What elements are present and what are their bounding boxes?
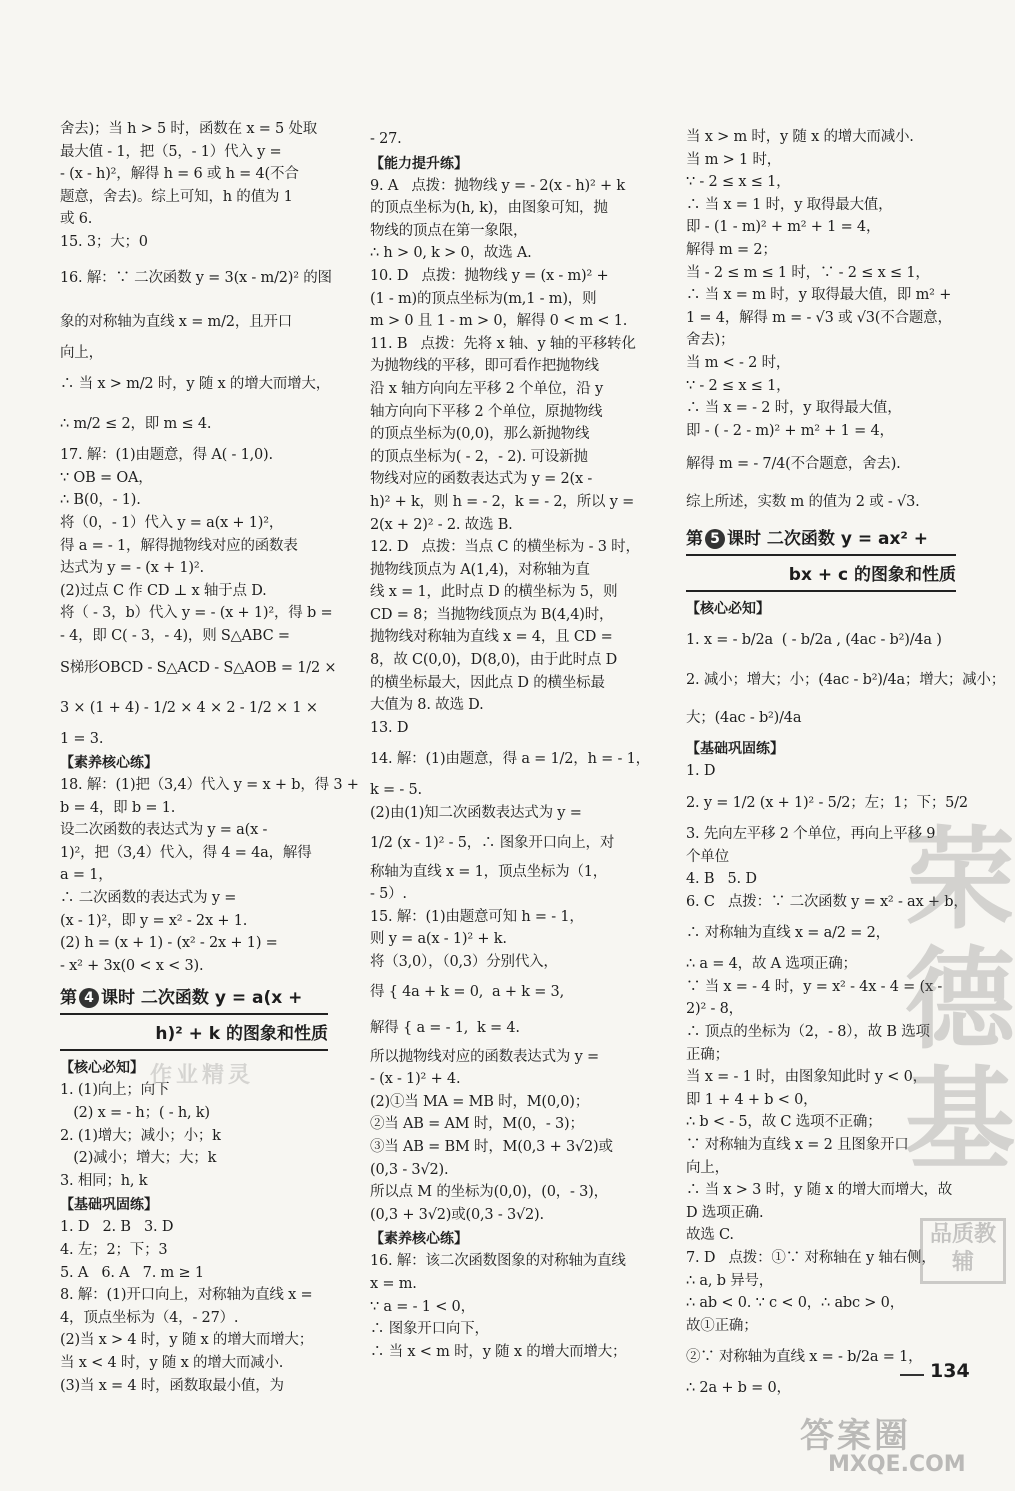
watermark-site-url: MXQE.COM	[828, 1452, 966, 1477]
col3-line: ∵ - 2 ≤ x ≤ 1，	[686, 174, 791, 191]
lesson-5-pre: 第	[686, 529, 703, 550]
col2-line: ③当 AB = BM 时，M(0,3 + 3√2)或	[370, 1138, 613, 1155]
col2-line: h)² + k，则 h = - 2，k = - 2，所以 y =	[370, 493, 635, 510]
col3-line: 当 m > 1 时，	[686, 151, 782, 168]
section-heading: 【能力提升练】	[370, 155, 468, 172]
col2-line: 称轴为直线 x = 1，顶点坐标为（1，	[370, 863, 608, 880]
column-1	[60, 118, 359, 1397]
lesson-5-heading-cont: bx + c 的图象和性质	[686, 560, 956, 592]
col3b-line: ∴ a = 4，故 A 选项正确；	[686, 956, 857, 973]
col3b-line: 1. x = - b/2a ( - b/2a , (4ac - b²)/4a )	[686, 632, 942, 649]
col1b-line: (3)当 x = 4 时，函数取最小值，为	[60, 1377, 284, 1394]
watermark-pinzhi-box: 品质教辅	[920, 1218, 1006, 1284]
col1b-line: (2) x = - h；( - h, k)	[60, 1105, 210, 1122]
col3b-line: 当 x = - 1 时，由图象知此时 y < 0，	[686, 1069, 927, 1086]
col3b-line: ∵ 对称轴为直线 x = 2 且图象开口	[686, 1137, 909, 1154]
col2-line: 9. A 点拨：抛物线 y = - 2(x - h)² + k	[370, 177, 625, 194]
col2-line: 12. D 点拨：当点 C 的横坐标为 - 3 时，	[370, 539, 640, 556]
col1b-line: 1. D 2. B 3. D	[60, 1219, 174, 1236]
col3-line: 即 - (1 - m)² + m² + 1 = 4，	[686, 219, 881, 236]
col1-line: 向上，	[60, 344, 103, 361]
col1-line: (2)过点 C 作 CD ⊥ x 轴于点 D.	[60, 582, 267, 599]
lesson-5-heading	[686, 524, 956, 556]
col2-line: (0,3 + 3√2)或(0,3 - 3√2).	[370, 1206, 544, 1223]
col2-line: 的顶点坐标为(0,0)，那么新抛物线	[370, 426, 590, 443]
col3-line: 当 m < - 2 时，	[686, 354, 791, 371]
col2-line: ②当 AB = AM 时，M(0，- 3)；	[370, 1116, 584, 1133]
col1-line: 象的对称轴为直线 x = m/2，且开口	[60, 313, 293, 330]
col2-line: 大值为 8. 故选 D.	[370, 697, 484, 714]
col3b-line: ∴ ab < 0. ∵ c < 0，∴ abc > 0，	[686, 1295, 904, 1312]
col3b-line: 正确；	[686, 1046, 729, 1063]
col1-line: S梯形OBCD - S△ACD - S△AOB = 1/2 ×	[60, 659, 337, 676]
col2-line: 所以抛物线对应的函数表达式为 y =	[370, 1048, 599, 1065]
col2-line: 得 { 4a + k = 0, a + k = 3,	[370, 983, 564, 1000]
col2-line: (0,3 - 3√2).	[370, 1161, 449, 1178]
col3b-line: 2. y = 1/2 (x + 1)² - 5/2；左；1；下；5/2	[686, 794, 968, 811]
col3b-line: ∴ 顶点的坐标为（2，- 8），故 B 选项	[686, 1024, 930, 1041]
col1-line: - 4，即 C( - 3，- 4)，则 S△ABC =	[60, 627, 290, 644]
col2-line: 为抛物线的平移，即可看作把抛物线	[370, 358, 599, 375]
col3-line: 当 x > m 时，y 随 x 的增大而减小.	[686, 129, 914, 145]
lesson-4-pre: 第	[60, 988, 77, 1009]
col2-line: 的横坐标最大，因此点 D 的横坐标最	[370, 674, 605, 691]
col1b-line: 2. (1)增大；减小；小；k	[60, 1127, 221, 1144]
col3-line: 当 - 2 ≤ m ≤ 1 时，∵ - 2 ≤ x ≤ 1，	[686, 264, 930, 281]
col2-line: (2)由(1)知二次函数表达式为 y =	[370, 805, 582, 822]
col2-line: 1/2 (x - 1)² - 5，∴ 图象开口向上，对	[370, 834, 615, 851]
watermark-rongdeji: 荣德基	[905, 815, 1015, 1184]
lesson-5-title: 课时 二次函数 y = ax² +	[727, 529, 929, 550]
page-number-rule	[900, 1374, 924, 1376]
col3b-line: 3. 先向左平移 2 个单位，再向上平移 9	[686, 825, 936, 842]
col2-line: 线 x = 1，此时点 D 的横坐标为 5，则	[370, 584, 618, 601]
col3b-line: 故①正确；	[686, 1317, 758, 1334]
lesson-4-number-badge: 4	[79, 988, 99, 1008]
section-heading: 【基础巩固练】	[686, 741, 784, 758]
col2-line: (2)①当 MA = MB 时，M(0,0)；	[370, 1093, 590, 1110]
col2-line: k = - 5.	[370, 782, 422, 799]
col2-line: 8，故 C(0,0)，D(8,0)，由于此时点 D	[370, 652, 618, 669]
lesson-4-heading-cont: h)² + k 的图象和性质	[60, 1019, 328, 1051]
col1b-line: 4，顶点坐标为（4，- 27）.	[60, 1309, 239, 1326]
col3b-line: 4. B 5. D	[686, 871, 757, 888]
col2-line: 解得 { a = - 1, k = 4.	[370, 1019, 520, 1036]
col2-line: 沿 x 轴方向向左平移 2 个单位，沿 y	[370, 380, 603, 397]
column-2	[370, 128, 650, 1363]
section-heading: 【核心必知】	[60, 1060, 144, 1077]
col2-line: ∴ 当 x < m 时，y 随 x 的增大而增大；	[370, 1343, 627, 1360]
col1-line: a = 1，	[60, 867, 113, 884]
col3b-line: 6. C 点拨：∵ 二次函数 y = x² - ax + b，	[686, 893, 968, 910]
col1-line: ∴ m/2 ≤ 2，即 m ≤ 4.	[60, 416, 212, 433]
col3b-line: 即 1 + 4 + b < 0，	[686, 1091, 818, 1108]
col1-line: ∴ 当 x > m/2 时，y 随 x 的增大而增大，	[60, 376, 331, 393]
col2-line: 14. 解：(1)由题意，得 a = 1/2，h = - 1，	[370, 751, 650, 768]
section-heading: 【核心必知】	[686, 601, 770, 618]
col3b-line: 大；(4ac - b²)/4a	[686, 710, 802, 727]
col3b-line: ∴ 当 x > 3 时，y 随 x 的增大而增大，故	[686, 1182, 953, 1199]
col2-line: ∴ h > 0, k > 0，故选 A.	[370, 245, 532, 262]
col3-line: ∴ 当 x = - 2 时，y 取得最大值，	[686, 400, 902, 417]
col1-line: 最大值 - 1，把（5，- 1）代入 y =	[60, 143, 282, 160]
col1-line: 或 6.	[60, 211, 93, 228]
col2-line: 物线的顶点在第一象限，	[370, 222, 528, 239]
col2-line: 15. 解：(1)由题意可知 h = - 1，	[370, 908, 584, 925]
col1-line: b = 4，即 b = 1.	[60, 799, 176, 816]
col1-line: 题意，舍去)。综上可知，h 的值为 1	[60, 188, 293, 205]
col1-line: 3 × (1 + 4) - 1/2 × 4 × 2 - 1/2 × 1 ×	[60, 699, 318, 716]
col1-line: - x² + 3x(0 < x < 3).	[60, 957, 204, 974]
col1-line: 17. 解：(1)由题意，得 A( - 1,0).	[60, 447, 273, 464]
col1-line: 16. 解：∵ 二次函数 y = 3(x - m/2)² 的图	[60, 269, 332, 286]
page-number: 134	[930, 1360, 970, 1382]
col3b-line: 向上，	[686, 1159, 729, 1176]
col2-line: 的顶点坐标为( - 2，- 2). 可设新抛	[370, 448, 588, 465]
col1b-line: 8. 解：(1)开口向上，对称轴为直线 x =	[60, 1287, 313, 1304]
col3-line: 舍去)；	[686, 332, 735, 349]
col1-line: - (x - h)²，解得 h = 6 或 h = 4(不合	[60, 166, 299, 183]
col2-line: 13. D	[370, 719, 409, 736]
col3b-line: ∴ a, b 异号，	[686, 1272, 774, 1289]
col2-line: x = m.	[370, 1275, 417, 1292]
col1-line: 设二次函数的表达式为 y = a(x -	[60, 822, 268, 839]
col1-line: ∴ 二次函数的表达式为 y =	[60, 890, 237, 907]
col2-line: 的顶点坐标为(h, k)，由图象可知，抛	[370, 200, 608, 217]
col3b-line: ∴ 2a + b = 0，	[686, 1380, 791, 1397]
lesson-4-heading	[60, 983, 328, 1015]
col1-line: ∵ OB = OA，	[60, 469, 153, 486]
section-heading: 【基础巩固练】	[60, 1197, 158, 1214]
col2-line: 物线对应的函数表达式为 y = 2(x -	[370, 471, 593, 488]
col3b-line: 个单位	[686, 848, 729, 865]
col1-line: ∴ B(0，- 1).	[60, 492, 141, 509]
col2-line: 11. B 点拨：先将 x 轴、y 轴的平移转化	[370, 335, 636, 352]
col3b-line: 2)² - 8，	[686, 1001, 743, 1018]
col3b-line: 故选 C.	[686, 1227, 734, 1244]
col2-line: 2(x + 2)² - 2. 故选 B.	[370, 516, 513, 533]
watermark-jingling: 作业精灵	[150, 1062, 255, 1088]
col1b-line: 当 x < 4 时，y 随 x 的增大而减小.	[60, 1354, 284, 1371]
col3b-line: D 选项正确.	[686, 1204, 764, 1221]
col2-line: - (x - 1)² + 4.	[370, 1071, 461, 1088]
col2-line: - 27.	[370, 131, 402, 147]
col2-line: 所以点 M 的坐标为(0,0)，(0，- 3)，	[370, 1184, 608, 1201]
col3b-line: ∴ 对称轴为直线 x = a/2 = 2，	[686, 925, 890, 942]
col3-line: 1 = 4，解得 m = - √3 或 √3(不合题意，	[686, 309, 952, 326]
col1b-line: 1. (1)向上；向下	[60, 1082, 170, 1099]
col1b-line: 4. 左；2；下；3	[60, 1242, 168, 1258]
col1-line: 将（0，- 1）代入 y = a(x + 1)²，	[60, 514, 284, 531]
col1-line: 将（ - 3，b）代入 y = - (x + 1)²，得 b =	[60, 605, 333, 622]
section-heading: 【素养核心练】	[60, 755, 158, 772]
col2-line: ∵ a = - 1 < 0，	[370, 1298, 475, 1315]
col2-line: (1 - m)的顶点坐标为(m,1 - m)，则	[370, 290, 597, 307]
col3b-line: ∴ b < - 5，故 C 选项不正确；	[686, 1114, 882, 1131]
col2-line: ∴ 图象开口向下，	[370, 1321, 489, 1338]
col1-line: 18. 解：(1)把（3,4）代入 y = x + b，得 3 +	[60, 777, 359, 794]
col1-line: (2) h = (x + 1) - (x² - 2x + 1) =	[60, 935, 278, 952]
col2-line: 轴方向向下平移 2 个单位，原抛物线	[370, 403, 603, 420]
col1-line: 得 a = - 1，解得抛物线对应的函数表	[60, 537, 298, 554]
col2-line: 16. 解：该二次函数图象的对称轴为直线	[370, 1253, 626, 1270]
col1-line: 1 = 3.	[60, 730, 104, 747]
col2-line: m > 0 且 1 - m > 0，解得 0 < m < 1.	[370, 313, 628, 330]
lesson-5-number-badge: 5	[705, 529, 725, 549]
col3-line: ∴ 当 x = 1 时，y 取得最大值，	[686, 196, 893, 213]
col1-line: 舍去)；当 h > 5 时，函数在 x = 5 处取	[60, 121, 318, 137]
col1-line: 1)²，把（3,4）代入，得 4 = 4a，解得	[60, 844, 312, 861]
col3-line: ∵ - 2 ≤ x ≤ 1，	[686, 377, 791, 394]
col3-line: ∴ 当 x = m 时，y 取得最大值，即 m² +	[686, 287, 952, 304]
col3-line: 即 - ( - 2 - m)² + m² + 1 = 4，	[686, 422, 894, 439]
col2-line: 抛物线顶点为 A(1,4)，对称轴为直	[370, 561, 590, 578]
section-heading: 【素养核心练】	[370, 1231, 468, 1248]
col3-line: 解得 m = - 7/4(不合题意，舍去).	[686, 456, 901, 473]
col2-line: CD = 8；当抛物线顶点为 B(4,4)时，	[370, 606, 614, 623]
col3b-line: ∵ 当 x = - 4 时，y = x² - 4x - 4 = (x -	[686, 978, 943, 995]
col3-line: 综上所述，实数 m 的值为 2 或 - √3.	[686, 494, 920, 511]
lesson-4-title: 课时 二次函数 y = a(x +	[101, 988, 303, 1009]
col2-line: 将（3,0），（0,3）分别代入，	[370, 954, 558, 970]
col2-line: - 5）.	[370, 886, 407, 903]
col3-line: 解得 m = 2；	[686, 241, 777, 258]
col1-line: (x - 1)²，即 y = x² - 2x + 1.	[60, 912, 248, 929]
col3b-line: 2. 减小；增大；小；(4ac - b²)/4a；增大；减小；	[686, 672, 1006, 689]
col1b-line: 5. A 6. A 7. m ≥ 1	[60, 1264, 204, 1281]
col1b-line: (2)当 x > 4 时，y 随 x 的增大而增大；	[60, 1332, 314, 1349]
col1b-line: 3. 相同；h, k	[60, 1172, 148, 1189]
col3b-line: 7. D 点拨：①∵ 对称轴在 y 轴右侧，	[686, 1250, 936, 1266]
col1b-line: (2)减小；增大；大；k	[60, 1150, 217, 1167]
col1-line: 15. 3；大；0	[60, 233, 148, 250]
col1-line: 达式为 y = - (x + 1)².	[60, 560, 204, 577]
col2-line: 则 y = a(x - 1)² + k.	[370, 931, 507, 948]
watermark-site-name: 答案圈	[800, 1416, 911, 1456]
col2-line: 10. D 点拨：抛物线 y = (x - m)² +	[370, 267, 609, 284]
col2-line: 抛物线对称轴为直线 x = 4，且 CD =	[370, 629, 613, 646]
col3b-line: ②∵ 对称轴为直线 x = - b/2a = 1，	[686, 1349, 923, 1366]
col3b-line: 1. D	[686, 763, 716, 780]
